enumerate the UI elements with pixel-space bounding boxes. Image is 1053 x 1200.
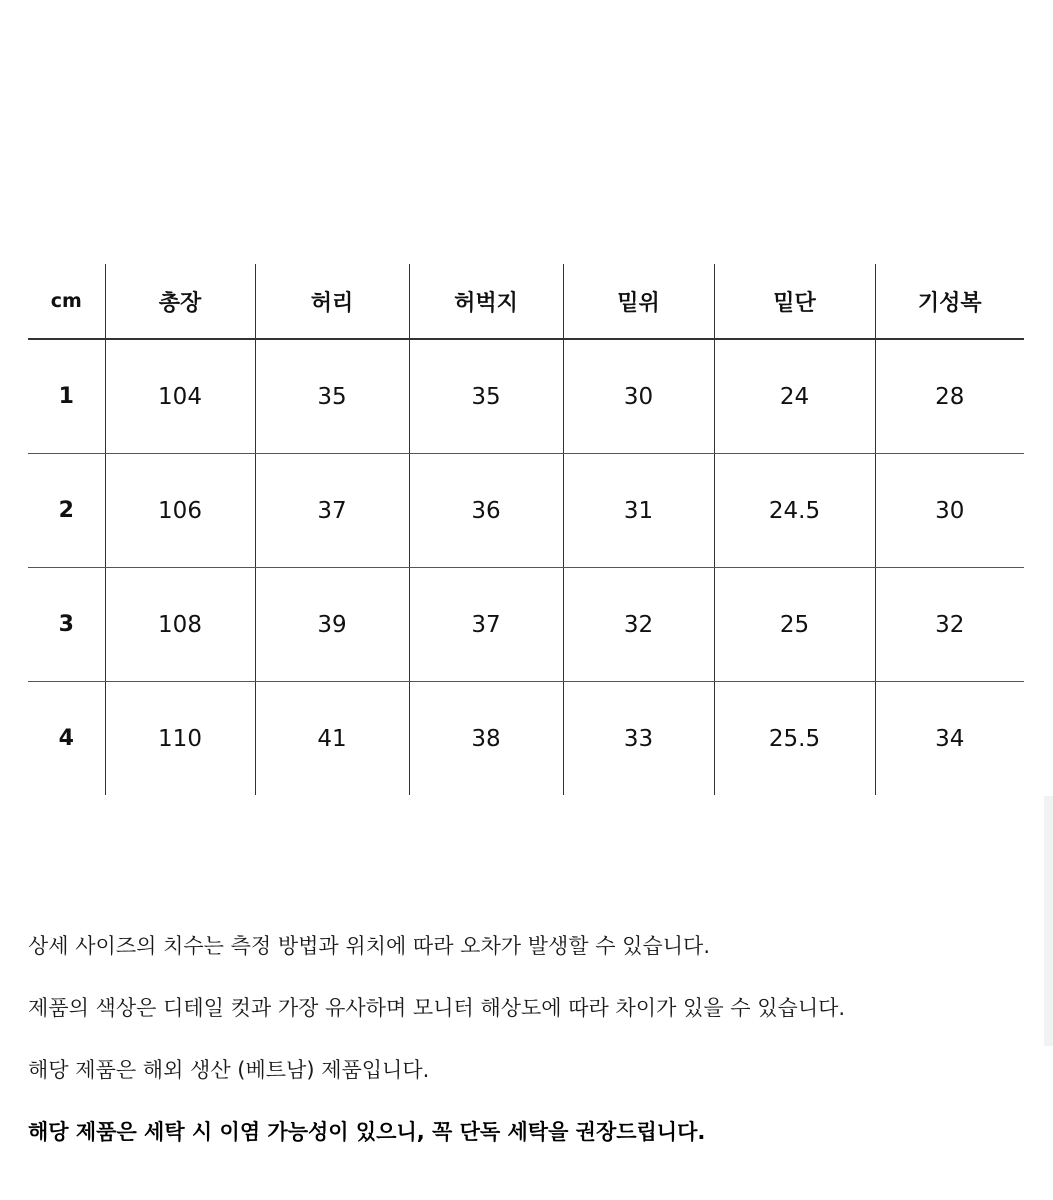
- column-header-waist: 허리: [255, 264, 409, 339]
- column-header-thigh: 허벅지: [409, 264, 563, 339]
- standard-size-cell: 30: [875, 454, 1024, 568]
- hem-cell: 25: [714, 568, 875, 682]
- scrollbar-track[interactable]: [1044, 796, 1053, 1046]
- thigh-cell: 38: [409, 682, 563, 796]
- column-header-hem: 밑단: [714, 264, 875, 339]
- table-row: [28, 454, 1024, 568]
- size-label-cell: 1: [28, 339, 105, 454]
- table-row: [28, 339, 1024, 454]
- table-row: [28, 568, 1024, 682]
- product-notes: [28, 926, 1028, 1174]
- column-header-unit: cm: [28, 264, 105, 339]
- thigh-cell: 35: [409, 339, 563, 454]
- waist-cell: 39: [255, 568, 409, 682]
- column-header-standard-size: 기성복: [875, 264, 1024, 339]
- rise-cell: 30: [563, 339, 714, 454]
- waist-cell: 41: [255, 682, 409, 796]
- note-wash-warning: 해당 제품은 세탁 시 이염 가능성이 있으니, 꼭 단독 세탁을 권장드립니다.: [28, 1120, 706, 1144]
- rise-cell: 32: [563, 568, 714, 682]
- thigh-cell: 36: [409, 454, 563, 568]
- note-measurement-tolerance: 상세 사이즈의 치수는 측정 방법과 위치에 따라 오차가 발생할 수 있습니다.: [28, 934, 711, 958]
- standard-size-cell: 28: [875, 339, 1024, 454]
- standard-size-cell: 32: [875, 568, 1024, 682]
- hem-cell: 25.5: [714, 682, 875, 796]
- standard-size-cell: 34: [875, 682, 1024, 796]
- size-label-cell: 2: [28, 454, 105, 568]
- hem-cell: 24.5: [714, 454, 875, 568]
- note-country-of-origin: 해당 제품은 해외 생산 (베트남) 제품입니다.: [28, 1058, 430, 1082]
- size-chart-table: [28, 264, 1024, 795]
- column-header-total-length: 총장: [105, 264, 255, 339]
- total-length-cell: 108: [105, 568, 255, 682]
- rise-cell: 31: [563, 454, 714, 568]
- rise-cell: 33: [563, 682, 714, 796]
- waist-cell: 37: [255, 454, 409, 568]
- hem-cell: 24: [714, 339, 875, 454]
- column-header-rise: 밑위: [563, 264, 714, 339]
- size-label-cell: 3: [28, 568, 105, 682]
- waist-cell: 35: [255, 339, 409, 454]
- total-length-cell: 104: [105, 339, 255, 454]
- table-header-row: [28, 264, 1024, 339]
- note-color-variance: 제품의 색상은 디테일 컷과 가장 유사하며 모니터 해상도에 따라 차이가 있을 수 있습니다.: [28, 996, 846, 1020]
- total-length-cell: 110: [105, 682, 255, 796]
- table-row: [28, 682, 1024, 796]
- total-length-cell: 106: [105, 454, 255, 568]
- thigh-cell: 37: [409, 568, 563, 682]
- size-label-cell: 4: [58, 726, 74, 751]
